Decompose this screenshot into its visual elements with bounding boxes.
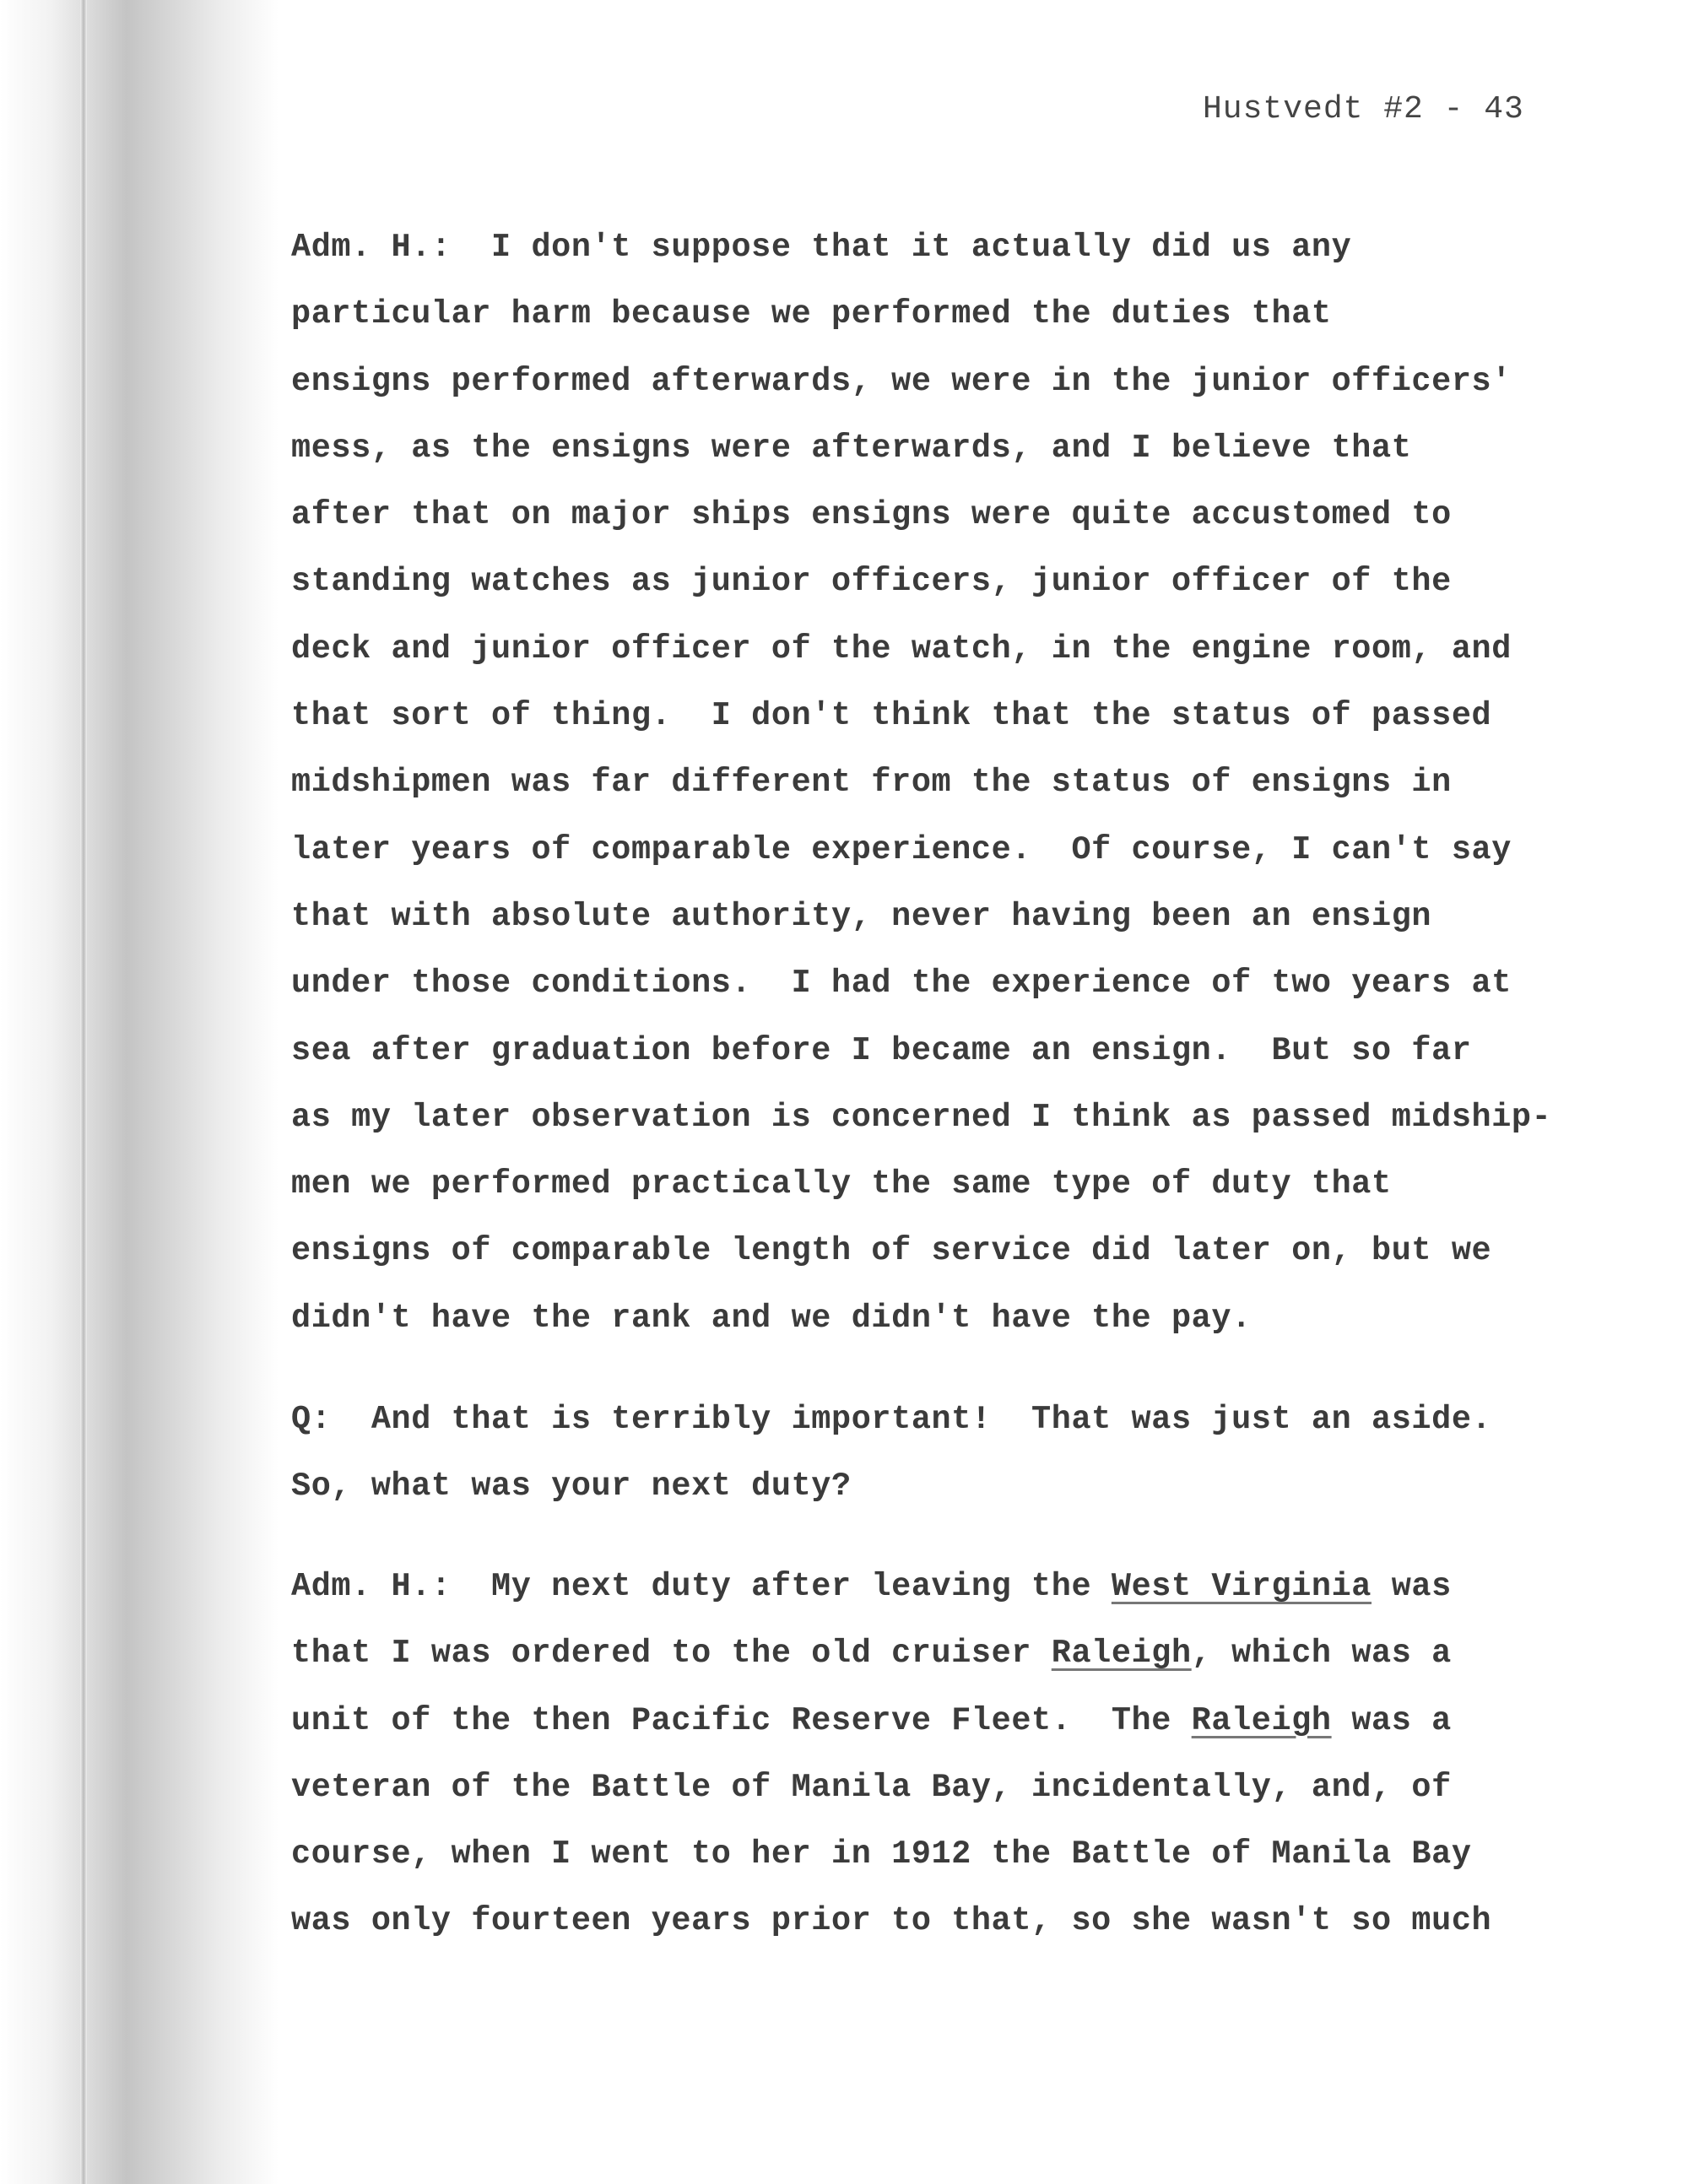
paragraph-admiral-answer-2: [291, 1554, 1608, 1955]
text-segment: men we performed practically the same type of duty that: [291, 1165, 1392, 1203]
text-segment: standing watches as junior officers, junior officer of the: [291, 563, 1452, 601]
text-segment: Q: And that is terribly important! That was just an aside.: [291, 1401, 1492, 1438]
text-segment: that with absolute authority, never having been an ensign: [291, 897, 1432, 935]
text-line: [291, 950, 1608, 1017]
text-segment: was: [1372, 1568, 1452, 1605]
text-line: [291, 1754, 1608, 1821]
text-line: [291, 616, 1608, 683]
text-line: [291, 281, 1608, 348]
text-segment: particular harm because we performed the duties that: [291, 295, 1332, 333]
text-line: [291, 482, 1608, 549]
text-segment: ensigns of comparable length of service did later on, but we: [291, 1232, 1492, 1270]
text-line: [291, 884, 1608, 950]
text-line: [291, 1218, 1608, 1284]
paragraph-question: [291, 1387, 1608, 1521]
text-line: [291, 1620, 1608, 1687]
underlined-ship-name: West Virginia: [1111, 1568, 1372, 1605]
text-segment: course, when I went to her in 1912 the Battle of Manila Bay: [291, 1835, 1472, 1873]
page-header: Hustvedt #2 - 43: [1203, 91, 1524, 127]
text-line: [291, 1018, 1608, 1084]
text-line: [291, 1285, 1608, 1352]
text-line: [291, 749, 1608, 816]
text-segment: was a: [1331, 1701, 1452, 1739]
text-line: [291, 1084, 1608, 1151]
text-line: [291, 415, 1608, 482]
text-segment: veteran of the Battle of Manila Bay, incidentally, and, of: [291, 1768, 1452, 1806]
text-segment: didn't have the rank and we didn't have the pay.: [291, 1299, 1252, 1337]
text-line: [291, 1888, 1608, 1954]
text-line: [291, 1688, 1608, 1754]
text-line: [291, 1387, 1608, 1453]
paragraph-admiral-answer-1: [291, 214, 1608, 1352]
text-line: [291, 214, 1608, 281]
text-segment: midshipmen was far different from the status of ensigns in: [291, 764, 1452, 802]
page-fold-edge: [80, 0, 87, 2184]
text-segment: was only fourteen years prior to that, so she wasn't so much: [291, 1902, 1492, 1940]
text-segment: mess, as the ensigns were afterwards, and I believe that: [291, 429, 1412, 467]
text-line: [291, 1554, 1608, 1620]
text-segment: Adm. H.: I don't suppose that it actually did us any: [291, 229, 1352, 266]
text-line: [291, 1821, 1608, 1888]
text-segment: under those conditions. I had the experience of two years at: [291, 965, 1512, 1003]
text-line: [291, 349, 1608, 415]
text-segment: after that on major ships ensigns were quite accustomed to: [291, 496, 1452, 534]
text-segment: later years of comparable experience. Of course, I can't say: [291, 830, 1512, 868]
text-segment: sea after graduation before I became an ensign. But so far: [291, 1031, 1472, 1069]
text-segment: ensigns performed afterwards, we were in the junior officers': [291, 362, 1512, 400]
text-segment: that I was ordered to the old cruiser: [291, 1635, 1052, 1673]
text-line: [291, 1453, 1608, 1520]
text-segment: So, what was your next duty?: [291, 1468, 852, 1506]
text-line: [291, 549, 1608, 615]
page-binding-shadow: [0, 0, 279, 2184]
underlined-ship-name: Raleigh: [1051, 1635, 1192, 1673]
text-segment: Adm. H.: My next duty after leaving the: [291, 1568, 1112, 1605]
text-segment: as my later observation is concerned I think as passed midship-: [291, 1098, 1552, 1136]
text-segment: deck and junior officer of the watch, in the engine room, and: [291, 630, 1512, 668]
text-segment: unit of the then Pacific Reserve Fleet. The: [291, 1701, 1192, 1739]
text-line: [291, 817, 1608, 884]
text-line: [291, 683, 1608, 749]
underlined-ship-name: Raleigh: [1191, 1701, 1332, 1739]
text-line: [291, 1151, 1608, 1218]
text-segment: , which was a: [1191, 1635, 1452, 1673]
text-segment: that sort of thing. I don't think that the status of passed: [291, 697, 1492, 735]
